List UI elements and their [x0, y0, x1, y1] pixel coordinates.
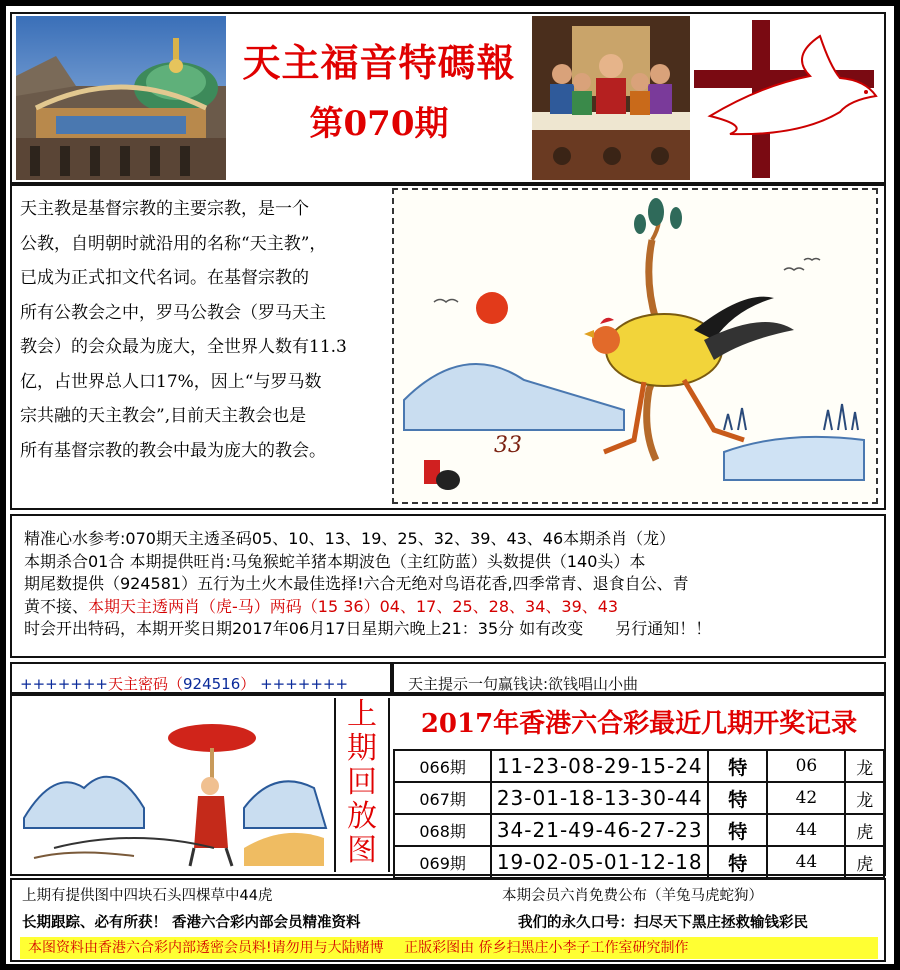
reference-line-4	[24, 596, 894, 619]
secret-code	[20, 673, 348, 694]
zodiac-cell: 虎	[845, 846, 884, 878]
plus-left: +++++++	[20, 675, 108, 693]
table-row	[394, 846, 884, 878]
banner-left: 本图资料由香港六合彩内部透密会员料!请勿用与大陆赌博	[28, 940, 384, 956]
page-title: 天主福音特碼報	[242, 40, 516, 85]
numbers-cell: 11-23-08-29-15-24	[491, 750, 708, 782]
special-label-cell: 特	[708, 750, 767, 782]
intro-line: 所有公教会之中，罗马公教会（罗马天主	[20, 302, 326, 323]
secret-code-label: 天主密码（	[107, 675, 183, 693]
reference-text	[24, 528, 894, 641]
reference-line-3: 期尾数提供（924581）五行为土火木最佳选择!六合无绝对鸟语花香,四季常青、退食自公、青	[24, 574, 689, 593]
footer-banner	[20, 937, 878, 959]
zodiac-cell: 龙	[845, 782, 884, 814]
zodiac-cell: 龙	[845, 750, 884, 782]
special-cell: 06	[767, 750, 845, 782]
intro-line: 所有基督宗教的教会中最为庞大的教会。	[20, 440, 326, 461]
special-label-cell: 特	[708, 782, 767, 814]
reference-line-1: 精准心水参考:070期天主透圣码05、10、13、19、25、32、39、43、46本期杀肖（龙）	[24, 529, 676, 548]
hint-text: 天主提示一句赢钱诀:欲钱唱山小曲	[408, 675, 639, 693]
replay-char: 回	[347, 765, 377, 800]
table-row	[394, 750, 884, 782]
intro-line: 亿，占世界总人口17%，因上“与罗马数	[20, 371, 322, 392]
intro-text	[20, 192, 390, 468]
secret-code-close: ）	[240, 675, 256, 693]
intro-line: 已成为正式扣文代名词。在基督宗教的	[20, 268, 309, 288]
replay-image	[14, 698, 332, 872]
footer-left-1: 上期有提供图中四块石头四棵草中44虎	[22, 888, 273, 904]
special-cell: 44	[767, 814, 845, 846]
replay-char: 放	[347, 799, 377, 834]
page	[6, 6, 894, 964]
replay-char: 期	[347, 731, 377, 766]
secret-code-value: 924516	[183, 675, 241, 693]
footer-right-1: 本期会员六肖免费公布（羊兔马虎蛇狗）	[502, 888, 763, 904]
numbers-cell: 19-02-05-01-12-18	[491, 846, 708, 878]
numbers-cell: 34-21-49-46-27-23	[491, 814, 708, 846]
records-title: 2017年香港六合彩最近几期开奖记录	[420, 709, 858, 739]
replay-char: 图	[347, 833, 377, 868]
reference-line-5: 时会开出特码，本期开奖日期2017年06月17日星期六晚上21：35分 如有改变 另行通知！！	[24, 619, 712, 638]
reference-line-2: 本期杀合01合 本期提供旺肖:马兔猴蛇羊猪本期波色（主红防蓝）头数提供（140头）本	[24, 551, 646, 571]
reference-line-4-red: 本期天主透两肖（虎-马）两码（15 36）04、17、25、28、34、39、43	[88, 596, 619, 616]
last-supper-image	[532, 16, 690, 180]
period-cell: 068期	[394, 814, 491, 846]
intro-line: 宗共融的天主教会”,目前天主教会也是	[20, 406, 307, 426]
records-table	[393, 749, 885, 879]
period-cell: 067期	[394, 782, 491, 814]
plus-right: +++++++	[260, 675, 349, 693]
cross-dove-icon	[690, 16, 882, 180]
special-cell: 42	[767, 782, 845, 814]
replay-label	[334, 698, 390, 872]
intro-line: 公教，自明朝时就沿用的名称“天主教”，	[20, 233, 327, 254]
special-label-cell: 特	[708, 846, 767, 878]
zodiac-cell: 虎	[845, 814, 884, 846]
period-cell: 069期	[394, 846, 491, 878]
banner-right: 正版彩图由 侨乡扫黑庄小李子工作室研究制作	[404, 940, 689, 956]
footer-right-2: 我们的永久口号：扫尽天下黑庄拯救输钱彩民	[518, 915, 808, 931]
issue-number: 第070期	[309, 104, 449, 144]
reference-line-4-black: 黄不接、	[24, 596, 89, 616]
painting-caption: 33	[494, 433, 522, 458]
intro-line: 教会）的会众最为庞大，全世界人数有11.3	[20, 337, 347, 357]
period-cell: 066期	[394, 750, 491, 782]
rooster-painting	[392, 188, 878, 504]
numbers-cell: 23-01-18-13-30-44	[491, 782, 708, 814]
replay-char: 上	[347, 697, 377, 732]
special-label-cell: 特	[708, 814, 767, 846]
intro-line: 天主教是基督宗教的主要宗教，是一个	[20, 199, 309, 219]
church-image	[16, 16, 226, 180]
special-cell: 44	[767, 846, 845, 878]
table-row	[394, 782, 884, 814]
table-row	[394, 814, 884, 846]
footer-left-2: 长期跟踪、必有所获！ 香港六合彩内部会员精准资料	[22, 915, 361, 931]
